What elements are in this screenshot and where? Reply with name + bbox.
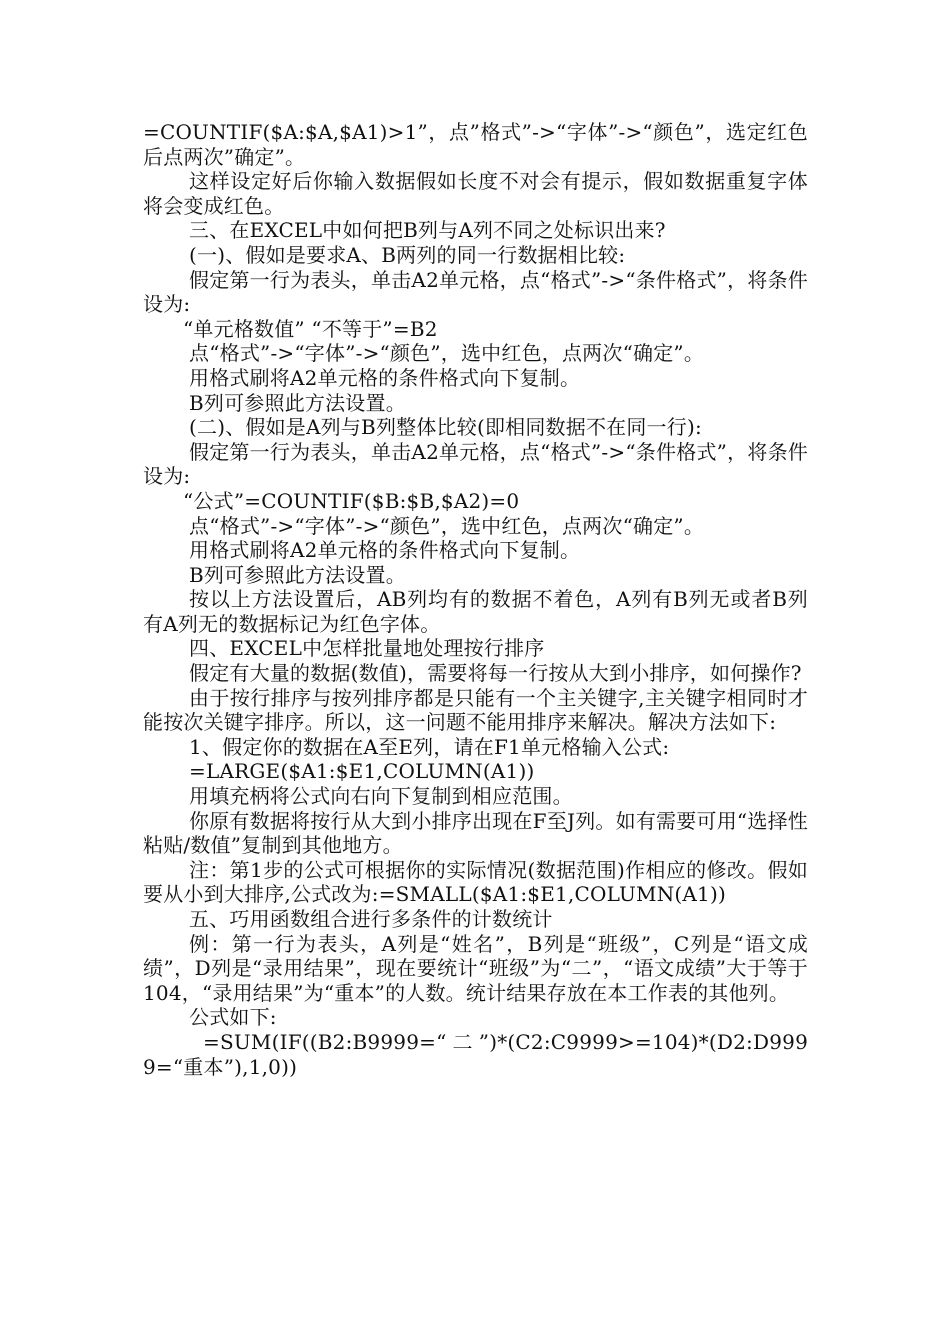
- paragraph-sum-formula: =SUM(IF((B2:B9999=“二”)*(C2:C9999>=104)*(D2:D9999=“重本”),1,0)): [143, 1029, 808, 1079]
- paragraph-format-brush-2: 用格式刷将A2单元格的条件格式向下复制。: [189, 538, 581, 563]
- subsection-heading-2: (二)、假如是A列与B列整体比较(即相同数据不在同一行):: [189, 415, 702, 440]
- paragraph-format-color-2: 点“格式”->“字体”->“颜色”，选中红色，点两次“确定”。: [189, 513, 705, 538]
- paragraph-note-small: 注：第1步的公式可根据你的实际情况(数据范围)作相应的修改。假如要从小到大排序,公式改为:=SMALL($A1:$E1,COLUMN(A1)): [143, 857, 808, 907]
- paragraph-row-sort-reason: 由于按行排序与按列排序都是只能有一个主关键字,主关键字相同时才能按次关键字排序。所以，这一问题不能用排序来解决。解决方法如下:: [143, 685, 808, 735]
- section-heading-3: 三、在EXCEL中如何把B列与A列不同之处标识出来?: [189, 218, 666, 243]
- paragraph-step-1: 1、假定你的数据在A至E列，请在F1单元格输入公式:: [189, 734, 670, 759]
- document-body: [143, 120, 808, 1079]
- section-heading-4: 四、EXCEL中怎样批量地处理按行排序: [189, 636, 545, 661]
- paragraph-fill-handle: 用填充柄将公式向右向下复制到相应范围。: [189, 784, 573, 809]
- paragraph-column-b-1: B列可参照此方法设置。: [189, 390, 406, 415]
- paragraph-countif-formula: =COUNTIF($A:$A,$A1)>1”，点”格式”->“字体”->“颜色”，选定红色后点两次”确定”。: [143, 120, 808, 169]
- paragraph-row-sort-question: 假定有大量的数据(数值)，需要将每一行按从大到小排序，如何操作?: [189, 661, 802, 686]
- paragraph-column-b-2: B列可参照此方法设置。: [189, 562, 406, 587]
- paragraph-format-color-1: 点“格式”->“字体”->“颜色”，选中红色，点两次“确定”。: [189, 341, 705, 366]
- paragraph-condition-value: “单元格数值” “不等于”=B2: [183, 316, 438, 341]
- paragraph-large-formula: =LARGE($A1:$E1,COLUMN(A1)): [189, 759, 535, 784]
- subsection-heading-1: (一)、假如是要求A、B两列的同一行数据相比较:: [189, 242, 626, 267]
- paragraph-result-summary: 按以上方法设置后，AB列均有的数据不着色，A列有B列无或者B列有A列无的数据标记为红色字体。: [143, 587, 808, 636]
- paragraph-format-brush-1: 用格式刷将A2单元格的条件格式向下复制。: [189, 365, 581, 390]
- paragraph-condition-formula: “公式”=COUNTIF($B:$B,$A2)=0: [183, 488, 520, 513]
- paragraph-assume-header-1: 假定第一行为表头，单击A2单元格，点“格式”->“条件格式”，将条件设为:: [143, 267, 808, 317]
- paragraph-formula-label: 公式如下:: [189, 1005, 277, 1030]
- paragraph-example: 例：第一行为表头，A列是“姓名”，B列是“班级”，C列是“语文成绩”，D列是“录用结果”，现在要统计“班级”为“二”，“语文成绩”大于等于104，“录用结果”为“重本”的人数。统计结果存放在本工作表的其他列。: [143, 931, 808, 1005]
- paragraph-length-hint: 这样设定好后你输入数据假如长度不对会有提示，假如数据重复字体将会变成红色。: [143, 169, 808, 218]
- paragraph-sorted-output: 你原有数据将按行从大到小排序出现在F至J列。如有需要可用“选择性粘贴/数值”复制到其他地方。: [143, 808, 808, 858]
- section-heading-5: 五、巧用函数组合进行多条件的计数统计: [189, 907, 553, 931]
- paragraph-assume-header-2: 假定第一行为表头，单击A2单元格，点“格式”->“条件格式”，将条件设为:: [143, 439, 808, 489]
